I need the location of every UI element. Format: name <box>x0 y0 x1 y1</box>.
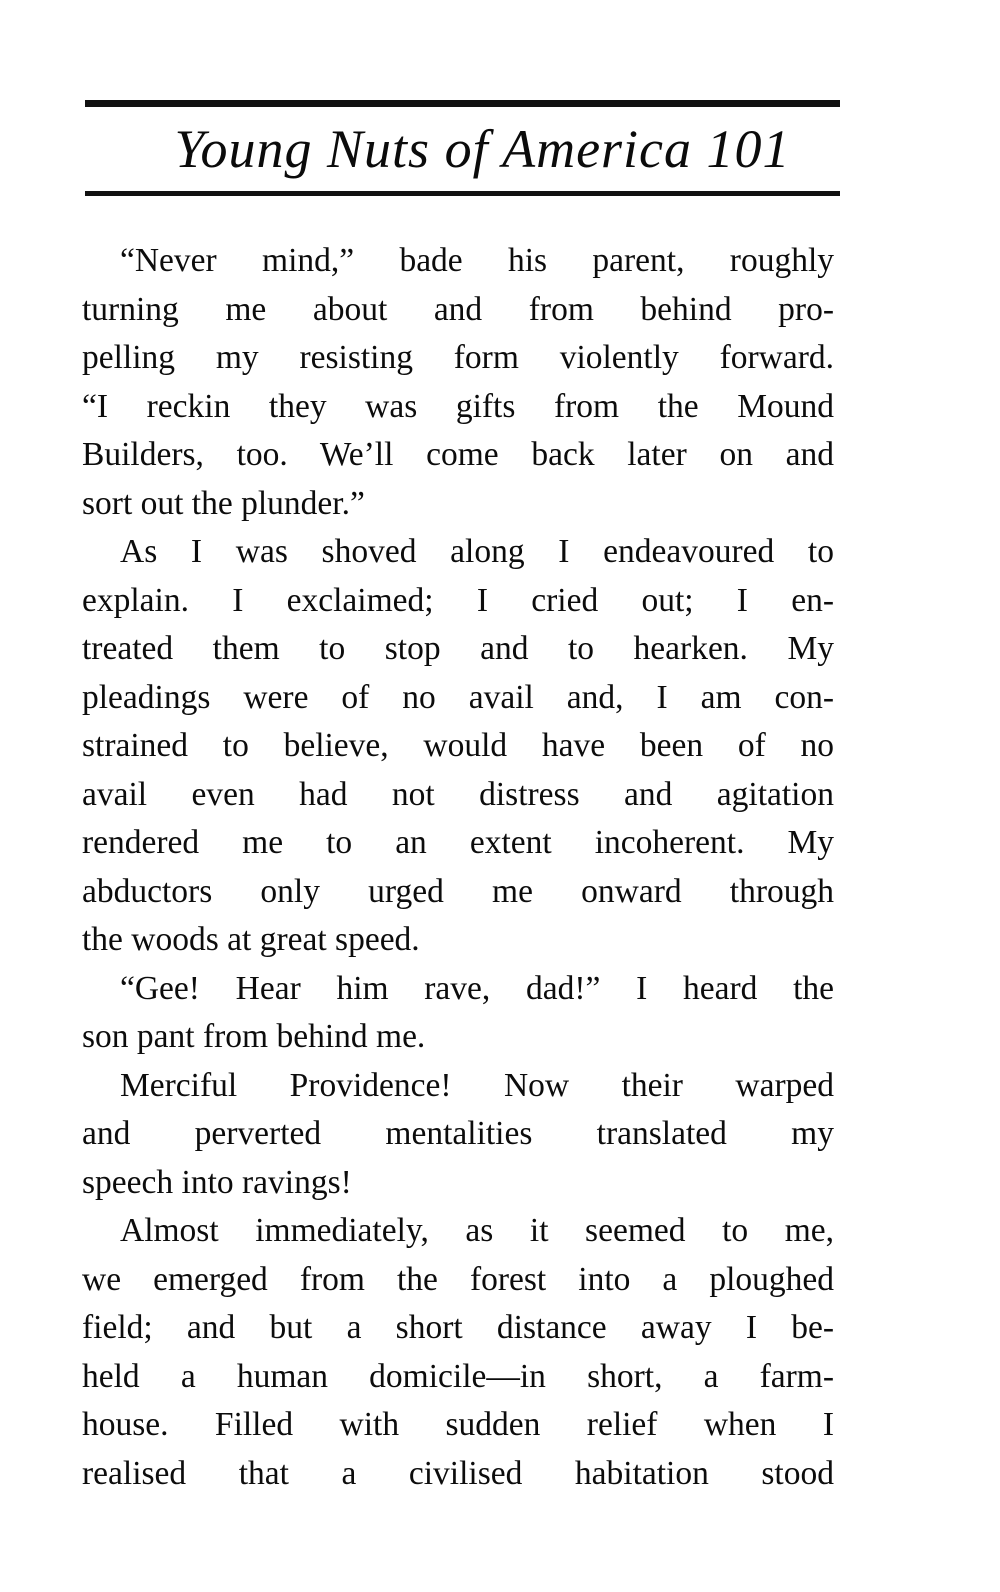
text-line: Merciful Providence! Now their warped <box>120 1066 834 1104</box>
text-line: strained to believe, would have been of no <box>82 727 834 764</box>
paragraph <box>82 1207 834 1498</box>
paragraph <box>82 237 834 528</box>
text-line: avail even had not distress and agitation <box>82 775 834 813</box>
text-line: Builders, too. We’ll come back later on and <box>82 436 834 473</box>
text-line: turning me about and from behind pro- <box>82 290 834 328</box>
text-line: sort out the plunder.” <box>82 484 365 522</box>
paragraph <box>82 965 834 1062</box>
header-rule-bottom <box>85 191 840 196</box>
text-line: son pant from behind me. <box>82 1018 426 1055</box>
text-line: “Never mind,” bade his parent, roughly <box>120 242 834 279</box>
text-line: treated them to stop and to hearken. My <box>82 630 834 667</box>
text-line: pelling my resisting form violently forward. <box>82 339 834 376</box>
text-line: and perverted mentalities translated my <box>82 1115 834 1152</box>
text-line: abductors only urged me onward through <box>82 872 834 910</box>
text-line: the woods at great speed. <box>82 921 420 958</box>
text-line: field; and but a short distance away I be- <box>82 1309 834 1346</box>
text-line: “Gee! Hear him rave, dad!” I heard the <box>120 969 834 1007</box>
header-rule-top <box>85 100 840 107</box>
text-line: “I reckin they was gifts from the Mound <box>82 387 834 425</box>
text-line: held a human domicile—in short, a farm- <box>82 1357 834 1395</box>
paragraph <box>82 528 834 965</box>
paragraph <box>82 1062 834 1208</box>
text-line: speech into ravings! <box>82 1163 352 1201</box>
page-header <box>85 100 840 196</box>
text-line: house. Filled with sudden relief when I <box>82 1406 834 1443</box>
text-line: we emerged from the forest into a ploughed <box>82 1260 834 1298</box>
text-line: realised that a civilised habitation stood <box>82 1454 834 1492</box>
text-line: rendered me to an extent incoherent. My <box>82 824 834 861</box>
text-line: Almost immediately, as it seemed to me, <box>120 1212 834 1249</box>
text-line: explain. I exclaimed; I cried out; I en- <box>82 581 834 619</box>
running-head-title: Young Nuts of America 101 <box>174 119 791 179</box>
text-line: As I was shoved along I endeavoured to <box>120 533 834 570</box>
text-line: pleadings were of no avail and, I am con- <box>82 678 834 716</box>
body-text <box>82 237 834 1498</box>
